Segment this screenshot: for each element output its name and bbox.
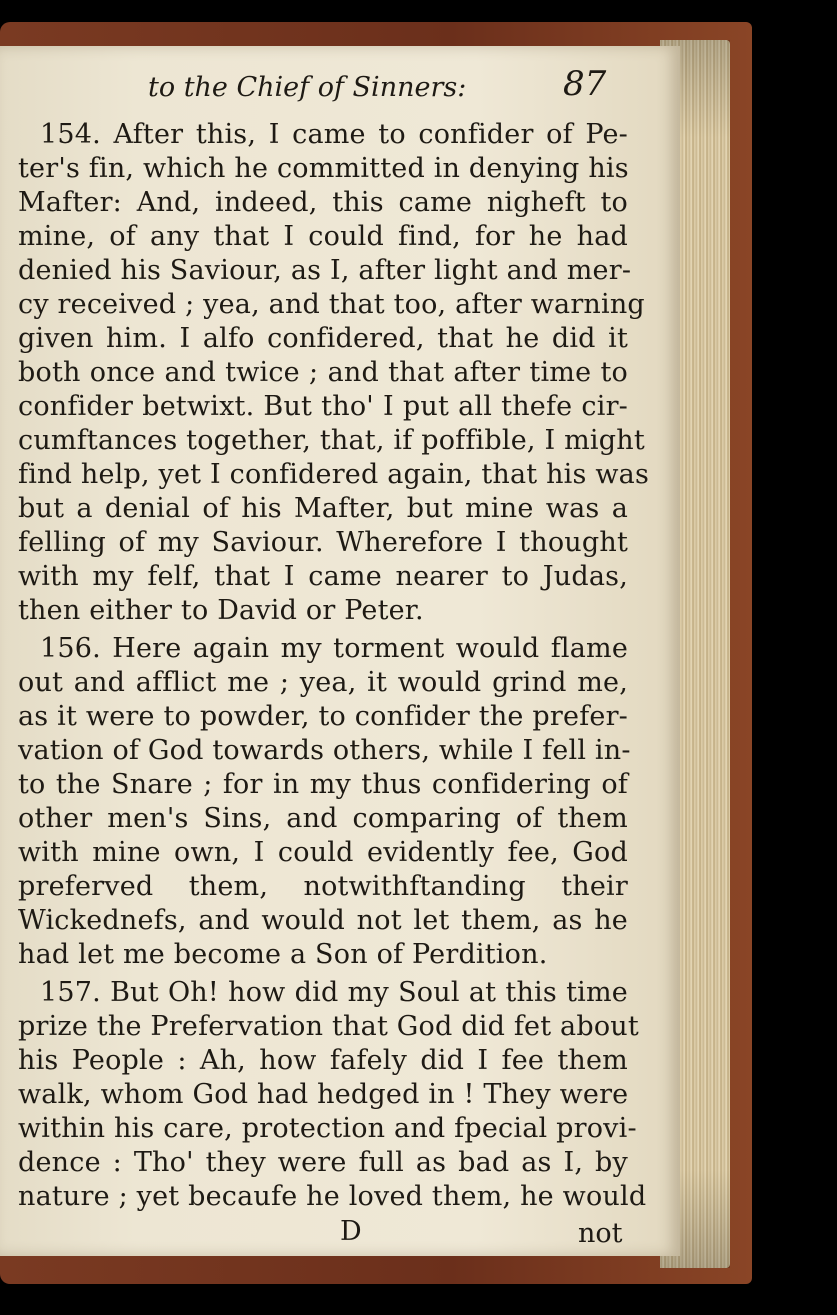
catchword: not (578, 1218, 623, 1249)
text-line: with my felf, that I came nearer to Judas, (18, 561, 628, 592)
text-line: denied his Saviour, as I, after light and mer- (18, 255, 632, 286)
text-line: 154. After this, I came to confider of Pe- (40, 119, 628, 150)
text-line: find help, yet I confidered again, that his was (18, 459, 650, 490)
text-line: other men's Sins, and comparing of them (18, 803, 628, 834)
text-line: then either to David or Peter. (18, 595, 424, 626)
text-line: 156. Here again my torment would flame (40, 633, 628, 664)
text-line: his People : Ah, how fafely did I fee them (18, 1045, 628, 1076)
text-line: preferved them, notwithftanding their (18, 871, 628, 902)
text-line: had let me become a Son of Perdition. (18, 939, 548, 970)
text-line: with mine own, I could evidently fee, God (18, 837, 628, 868)
text-line: vation of God towards others, while I fell in- (18, 735, 631, 766)
text-line: walk, whom God had hedged in ! They were (18, 1079, 629, 1110)
text-line: but a denial of his Mafter, but mine was a (18, 493, 628, 524)
book-page (0, 46, 680, 1256)
text-line: cy received ; yea, and that too, after warning (18, 289, 645, 320)
text-line: mine, of any that I could find, for he had (18, 221, 628, 252)
text-line: prize the Prefervation that God did fet about (18, 1011, 639, 1042)
text-line: cumftances together, that, if poffible, I might (18, 425, 645, 456)
text-line: both once and twice ; and that after time to (18, 357, 628, 388)
page-text (0, 46, 680, 1256)
text-line: as it were to powder, to confider the prefer- (18, 701, 628, 732)
text-line: confider betwixt. But tho' I put all thefe cir- (18, 391, 628, 422)
text-line: nature ; yet becaufe he loved them, he would (18, 1181, 647, 1212)
text-line: given him. I alfo confidered, that he did it (18, 323, 628, 354)
text-line: Mafter: And, indeed, this came nigheft to (18, 187, 628, 218)
text-line: ter's fin, which he committed in denying his (18, 153, 629, 184)
text-line: Wickednefs, and would not let them, as he (18, 905, 628, 936)
running-header: to the Chief of Sinners: (148, 72, 467, 103)
text-line: to the Snare ; for in my thus confidering of (18, 769, 628, 800)
signature-mark: D (340, 1216, 362, 1247)
text-line: 157. But Oh! how did my Soul at this time (40, 977, 628, 1008)
text-line: dence : Tho' they were full as bad as I, by (18, 1147, 628, 1178)
text-line: felling of my Saviour. Wherefore I thought (18, 527, 628, 558)
text-line: within his care, protection and fpecial provi- (18, 1113, 637, 1144)
text-line: out and afflict me ; yea, it would grind me, (18, 667, 628, 698)
page-number: 87 (563, 64, 607, 104)
